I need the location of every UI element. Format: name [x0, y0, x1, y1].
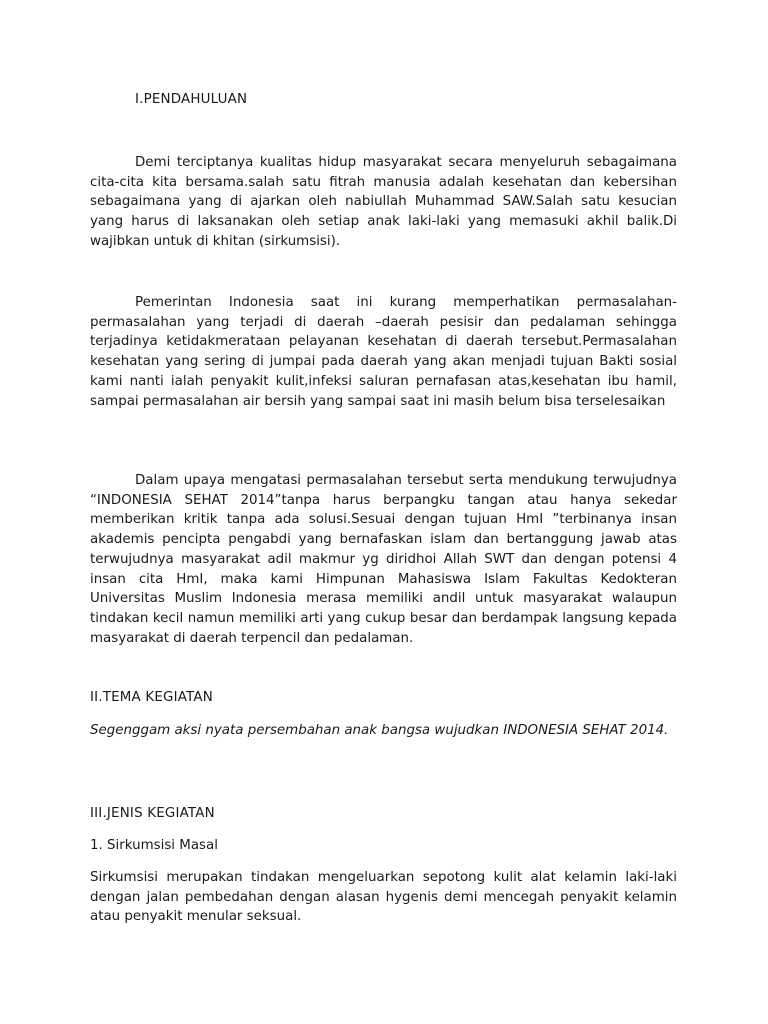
intro-paragraph-3: Dalam upaya mengatasi permasalahan tersebut serta mendukung terwujudnya “INDONESIA SEHAT 2014”tanpa harus berpangku tangan atau hanya sekedar memberikan kritik tanpa ada solusi.Sesuai dengan tujuan HmI ”terbinanya insan akademis pencipta pengabdi yang bernafaskan islam dan bertanggung jawab atas terwujudnya masyarakat adil makmur yg diridhoi Allah SWT dan dengan potensi 4 insan cita HmI, maka kami Himpunan Mahasiswa Islam Fakultas Kedokteran Universitas Muslim Indonesia merasa memiliki andil untuk masyarakat walaupun tindakan kecil namun memiliki arti yang cukup besar dan berdampak langsung kepada masyarakat di daerah terpencil dan pedalaman. [90, 473, 677, 646]
activity-item-1-description: Sirkumsisi merupakan tindakan mengeluarkan sepotong kulit alat kelamin laki-laki dengan jalan pembedahan dengan alasan hygenis demi mencegah penyakit kelamin atau penyakit menular seksual. [90, 870, 677, 925]
activity-item-1: 1. Sirkumsisi Masal [90, 838, 218, 853]
intro-paragraph-2: Pemerintan Indonesia saat ini kurang memperhatikan permasalahan-permasalahan yang terjadi di daerah –daerah pesisir dan pedalaman sehingga terjadinya ketidakmerataan pelayanan kesehatan di daerah tersebut.Permasalahan kesehatan yang sering di jumpai pada daerah yang akan menjadi tujuan Bakti sosial kami nanti ialah penyakit kulit,infeksi saluran pernafasan atas,kesehatan ibu hamil, sampai permasalahan air bersih yang sampai saat ini masih belum bisa terselesaikan [90, 295, 677, 409]
section-heading-pendahuluan: I.PENDAHULUAN [135, 92, 248, 107]
theme-text: Segenggam aksi nyata persembahan anak bangsa wujudkan INDONESIA SEHAT 2014. [90, 723, 669, 738]
section-heading-tema-kegiatan: II.TEMA KEGIATAN [90, 690, 213, 705]
intro-paragraph-1: Demi terciptanya kualitas hidup masyarakat secara menyeluruh sebagaimana cita-cita kita bersama.salah satu fitrah manusia adalah kesehatan dan kebersihan sebagaimana yang di ajarkan oleh nabiullah Muhammad SAW.Salah satu kesucian yang harus di laksanakan oleh setiap anak laki-laki yang memasuki akhil balik.Di wajibkan untuk di khitan (sirkumsisi). [90, 155, 677, 249]
section-heading-jenis-kegiatan: III.JENIS KEGIATAN [90, 806, 215, 821]
